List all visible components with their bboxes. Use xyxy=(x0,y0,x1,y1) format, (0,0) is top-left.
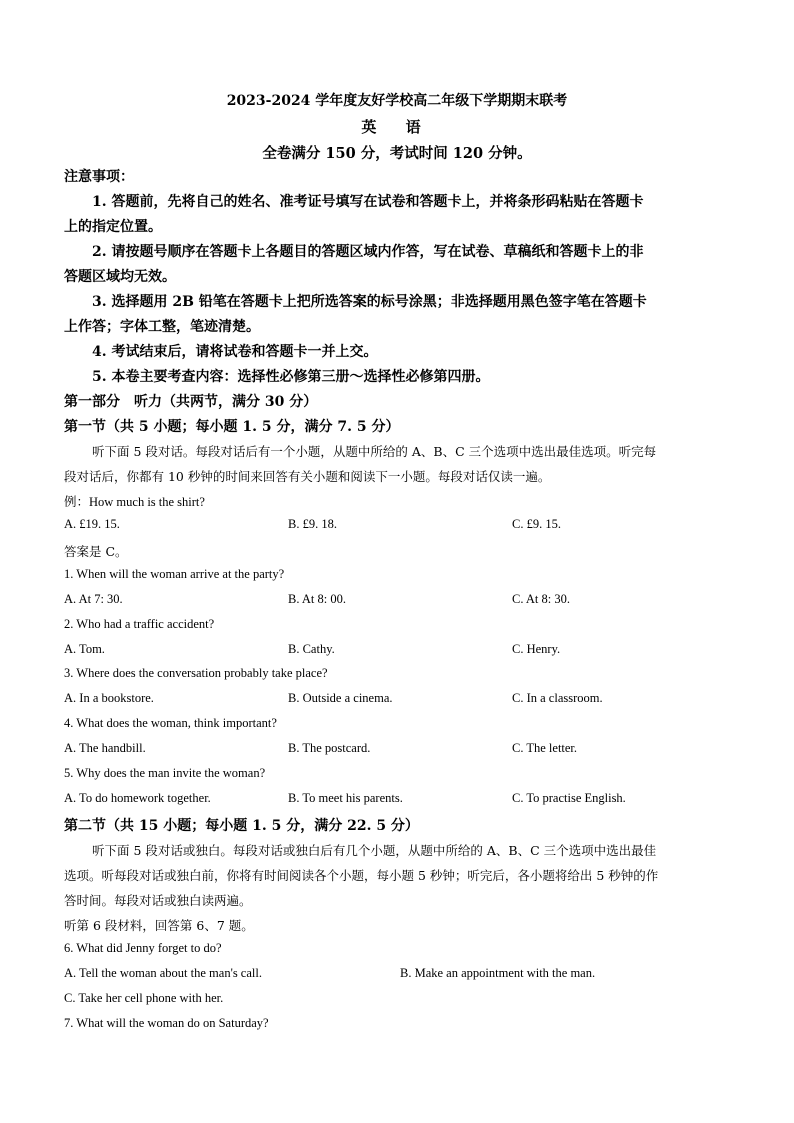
question-4: 4. What does the woman, think important? xyxy=(64,716,277,730)
question-7: 7. What will the woman do on Saturday? xyxy=(64,1016,269,1030)
note-item: 4. 考试结束后，请将试卷和答题卡一并上交。 xyxy=(92,344,378,360)
option-a: A. At 7: 30. xyxy=(64,592,123,606)
option-b: B. Outside a cinema. xyxy=(288,691,393,705)
section1-instructions: 段对话后，你都有 10 秒钟的时间来回答有关小题和阅读下一小题。每段对话仅读一遍。 xyxy=(64,469,551,484)
option-a: A. To do homework together. xyxy=(64,791,211,805)
option-a: A. In a bookstore. xyxy=(64,691,154,705)
note-item: 5. 本卷主要考查内容：选择性必修第三册～选择性必修第四册。 xyxy=(92,369,490,385)
option-c: C. £9. 15. xyxy=(512,517,561,531)
subject-title: 英 语 xyxy=(361,118,433,136)
section2-heading: 第二节（共 15 小题；每小题 1. 5 分，满分 22. 5 分） xyxy=(64,818,419,834)
option-b: B. £9. 18. xyxy=(288,517,337,531)
option-c: C. The letter. xyxy=(512,741,578,755)
note-item: 3. 选择题用 2B 铅笔在答题卡上把所选答案的标号涂黑；非选择题用黑色签字笔在答题卡 xyxy=(92,294,647,310)
note-item: 1. 答题前，先将自己的姓名、准考证号填写在试卷和答题卡上，并将条形码粘贴在答题卡 xyxy=(92,194,644,210)
section2-instructions: 选项。听每段对话或独白前，你将有时间阅读各个小题，每小题 5 秒钟；听完后，各小题将给出 5 秒钟的作 xyxy=(64,868,659,883)
material-6-label: 听第 6 段材料，回答第 6、7 题。 xyxy=(64,918,254,933)
option-c: C. At 8: 30. xyxy=(512,592,570,606)
section2-instructions: 答时间。每段对话或独白读两遍。 xyxy=(64,893,252,908)
note-item: 答题区域均无效。 xyxy=(64,269,176,285)
option-c: C. In a classroom. xyxy=(512,691,603,705)
option-a: A. £19. 15. xyxy=(64,517,120,531)
section1-heading: 第一节（共 5 小题；每小题 1. 5 分，满分 7. 5 分） xyxy=(64,419,400,435)
option-b: B. Make an appointment with the man. xyxy=(400,966,596,980)
option-b: B. Cathy. xyxy=(288,642,335,656)
option-a: A. Tell the woman about the man's call. xyxy=(64,966,262,980)
question-5: 5. Why does the man invite the woman? xyxy=(64,766,266,780)
section1-instructions: 听下面 5 段对话。每段对话后有一个小题，从题中所给的 A、B、C 三个选项中选出最佳选项。听完每 xyxy=(92,444,657,459)
option-c: C. Henry. xyxy=(512,642,561,656)
question-2: 2. Who had a traffic accident? xyxy=(64,617,215,631)
option-c: C. To practise English. xyxy=(512,791,626,805)
option-c: C. Take her cell phone with her. xyxy=(64,991,224,1005)
score-line: 全卷满分 150 分，考试时间 120 分钟。 xyxy=(262,145,532,162)
notes-heading: 注意事项： xyxy=(64,169,134,185)
note-item: 上的指定位置。 xyxy=(64,219,162,235)
example-question: 例：How much is the shirt? xyxy=(64,495,205,509)
exam-title: 2023-2024 学年度友好学校高二年级下学期期末联考 xyxy=(226,93,568,109)
part1-heading: 第一部分 听力（共两节，满分 30 分） xyxy=(64,394,318,410)
question-6: 6. What did Jenny forget to do? xyxy=(64,941,222,955)
note-item: 上作答；字体工整，笔迹清楚。 xyxy=(64,319,260,335)
option-a: A. Tom. xyxy=(64,642,105,656)
option-a: A. The handbill. xyxy=(64,741,146,755)
option-b: B. To meet his parents. xyxy=(288,791,403,805)
note-item: 2. 请按题号顺序在答题卡上各题目的答题区域内作答，写在试卷、草稿纸和答题卡上的非 xyxy=(92,244,644,260)
option-b: B. At 8: 00. xyxy=(288,592,346,606)
section2-instructions: 听下面 5 段对话或独白。每段对话或独白后有几个小题，从题中所给的 A、B、C 三个选项中选出最佳 xyxy=(92,843,657,858)
question-1: 1. When will the woman arrive at the party? xyxy=(64,567,285,581)
example-answer: 答案是 C。 xyxy=(64,544,128,559)
option-b: B. The postcard. xyxy=(288,741,371,755)
question-3: 3. Where does the conversation probably take place? xyxy=(64,666,328,680)
